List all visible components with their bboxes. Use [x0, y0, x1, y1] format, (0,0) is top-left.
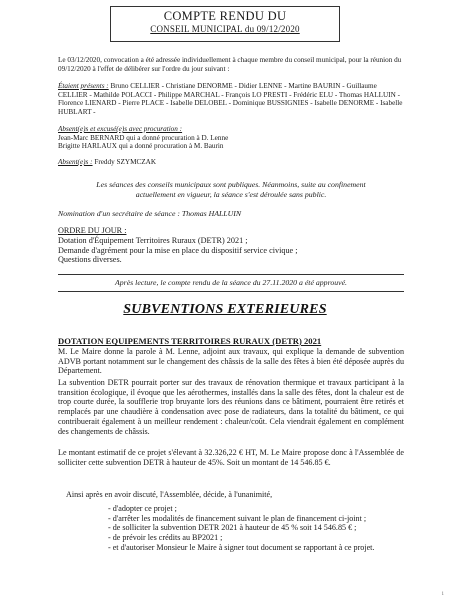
- attendees-label: Étaient présents :: [58, 82, 109, 90]
- agenda-item: Questions diverses.: [58, 255, 122, 265]
- decision-item: - d'arrêter les modalités de financement suivant le plan de financement ci-joint ;: [108, 513, 367, 523]
- dotation-paragraph-1: M. Le Maire donne la parole à M. Lenne, adjoint aux travaux, qui explique la demande de subvention ADVB portant notamment sur le changement des châssis de la salle des fêtes à bien été déposée auprès du Département.: [58, 347, 404, 376]
- divider-line: [58, 291, 404, 292]
- agenda-item: Dotation d'Équipement Territoires Ruraux (DETR) 2021 ;: [58, 235, 248, 245]
- absent-label: Absent(e)s :: [58, 158, 93, 166]
- agenda-block: [58, 226, 404, 265]
- dotation-heading: DOTATION EQUIPEMENTS TERRITOIRES RURAUX (DETR) 2021: [58, 336, 322, 346]
- decision-item: - d'adopter ce projet ;: [108, 504, 177, 513]
- excused-label: Absent(e)s et excusé(e)s avec procuration :: [58, 125, 183, 133]
- attendees-block: [58, 82, 404, 116]
- meeting-date: CONSEIL MUNICIPAL du 09/12/2020: [150, 24, 300, 34]
- convocation-text: Le 03/12/2020, convocation a été adressée individuellement à chaque membre du conseil municipal, pour la réunion du 09/12/2020 à l'effet de délibérer sur l'ordre du jour suivant :: [58, 56, 402, 73]
- public-notice: [58, 180, 404, 199]
- approval-line: Après lecture, le compte rendu de la séance du 27.11.2020 a été approuvé.: [115, 278, 347, 287]
- decision-item: - de solliciter la subvention DETR 2021 à hauteur de 45 % soit 14 546.85 € ;: [108, 523, 357, 533]
- excused-line: Brigitte HARLAUX qui a donné procuration à M. Baurin: [58, 142, 224, 150]
- dotation-paragraph-2: La subvention DETR pourrait porter sur des travaux de rénovation thermique et travaux participant à la transition écologique, il évoque que les aérothermes, installés dans la salle des fêtes, dont la chaleur est de trop courte durée, la soufflerie trop bruyante lors des réunions dans ce bâtiment, pourraient être retirés et remplacés par une chaudière à condensation avec pose de radiateurs, dans la totalité du bâtiment, ce qui contribuerait également à un meilleur rendement : chaleur/coût. Cela viendrait également en complément des changements de châssis.: [58, 378, 404, 436]
- dotation-paragraph-3: Le montant estimatif de ce projet s'élevant à 32.326,22 € HT, M. Le Maire propose donc à l'Assemblée de solliciter cette subvention DETR à hauteur de 45%. Soit un montant de 14 546.85 €.: [58, 448, 404, 467]
- header-box: [110, 6, 340, 42]
- decision-intro: Ainsi après en avoir discuté, l'Assemblée, décide, à l'unanimité,: [66, 490, 273, 499]
- agenda-item: Demande d'agrément pour la mise en place du dispositif service civique ;: [58, 245, 298, 255]
- decision-item: - et d'autoriser Monsieur le Maire à signer tout document se rapportant à ce projet.: [108, 542, 375, 552]
- section-title: SUBVENTIONS EXTERIEURES: [123, 302, 327, 317]
- page-number: 1: [441, 592, 444, 597]
- agenda-label: ORDRE DU JOUR :: [58, 226, 127, 235]
- excused-block: [58, 125, 404, 151]
- absent-block: [58, 158, 404, 167]
- excused-line: Jean-Marc BERNARD qui a donné procuration à D. Lenne: [58, 133, 229, 142]
- decision-list: [108, 504, 408, 553]
- decision-item: - de prévoir les crédits au BP2021 ;: [108, 533, 223, 543]
- public-notice-line: actuellement en vigueur, la séance s'est déroulée sans public.: [135, 189, 327, 199]
- absent-names: Freddy SZYMCZAK: [94, 158, 157, 166]
- attendees-names: Bruno CELLIER - Christiane DENORME - Didier LENNE - Martine BAURIN - Guillaume CELLIER - Mathilde POLACCI - Philippe MARCHAL - François LO PRESTI - Frédéric ELU - Thomas HALLUIN - Florence LIENARD - Pierre PLACE - Isabelle DELOBEL - Dominique BUSSIGNIES - Isabelle DENORME - Isabelle HUBLART -: [58, 82, 403, 116]
- divider-line: [58, 274, 404, 275]
- secretary-line: Nomination d'un secrétaire de séance : Thomas HALLUIN: [58, 209, 242, 218]
- public-notice-line: Les séances des conseils municipaux sont publiques. Néanmoins, suite au confinement: [96, 180, 366, 189]
- document-title: COMPTE RENDU DU: [163, 9, 287, 23]
